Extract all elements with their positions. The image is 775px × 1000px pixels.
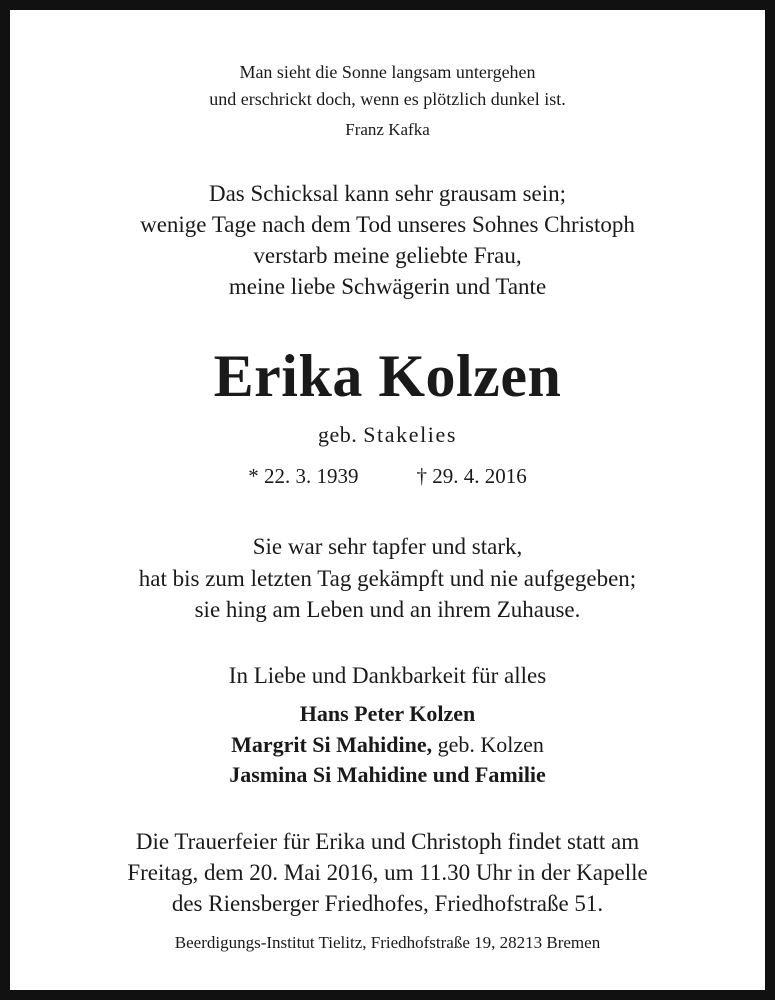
quote-author: Franz Kafka bbox=[345, 120, 430, 139]
birth-date: * 22. 3. 1939 bbox=[248, 464, 359, 488]
funeral-line-2: Freitag, dem 20. Mai 2016, um 11.30 Uhr in der Kapelle bbox=[127, 860, 648, 885]
intro-line-3: verstarb meine geliebte Frau, bbox=[253, 243, 522, 268]
life-dates bbox=[10, 464, 765, 489]
tribute-line-2: hat bis zum letzten Tag gekämpft und nie aufgegeben; bbox=[138, 566, 637, 591]
signer-3: Jasmina Si Mahidine und Familie bbox=[229, 762, 546, 787]
signer-2-suffix: geb. Kolzen bbox=[437, 732, 544, 757]
birth-prefix: geb. bbox=[317, 422, 358, 447]
tribute-line-3: sie hing am Leben und an ihrem Zuhause. bbox=[194, 597, 581, 622]
tribute-line-1: Sie war sehr tapfer und stark, bbox=[252, 534, 523, 559]
intro-line-2: wenige Tage nach dem Tod unseres Sohnes Christoph bbox=[140, 212, 635, 237]
funeral-line-1: Die Trauerfeier für Erika und Christoph findet statt am bbox=[135, 829, 640, 854]
deceased-name: Erika Kolzen bbox=[213, 343, 562, 409]
death-date: † 29. 4. 2016 bbox=[416, 464, 527, 488]
quote-line-1: Man sieht die Sonne langsam untergehen bbox=[239, 62, 536, 82]
undertaker-footer: Beerdigungs-Institut Tielitz, Friedhofstraße 19, 28213 Bremen bbox=[174, 933, 601, 952]
intro-line-1: Das Schicksal kann sehr grausam sein; bbox=[208, 181, 567, 206]
birth-name-line bbox=[10, 422, 765, 448]
intro-line-4: meine liebe Schwägerin und Tante bbox=[228, 274, 547, 299]
signer-1: Hans Peter Kolzen bbox=[299, 701, 476, 726]
signer-2-name: Margrit Si Mahidine, bbox=[231, 732, 433, 757]
signer-2 bbox=[10, 732, 765, 758]
mourners-heading: In Liebe und Dankbarkeit für alles bbox=[228, 663, 547, 688]
funeral-line-3: des Riensberger Friedhofes, Friedhofstraße 51. bbox=[171, 891, 604, 916]
quote-line-2: und erschrickt doch, wenn es plötzlich dunkel ist. bbox=[209, 89, 566, 109]
birth-name: Stakelies bbox=[363, 422, 458, 447]
